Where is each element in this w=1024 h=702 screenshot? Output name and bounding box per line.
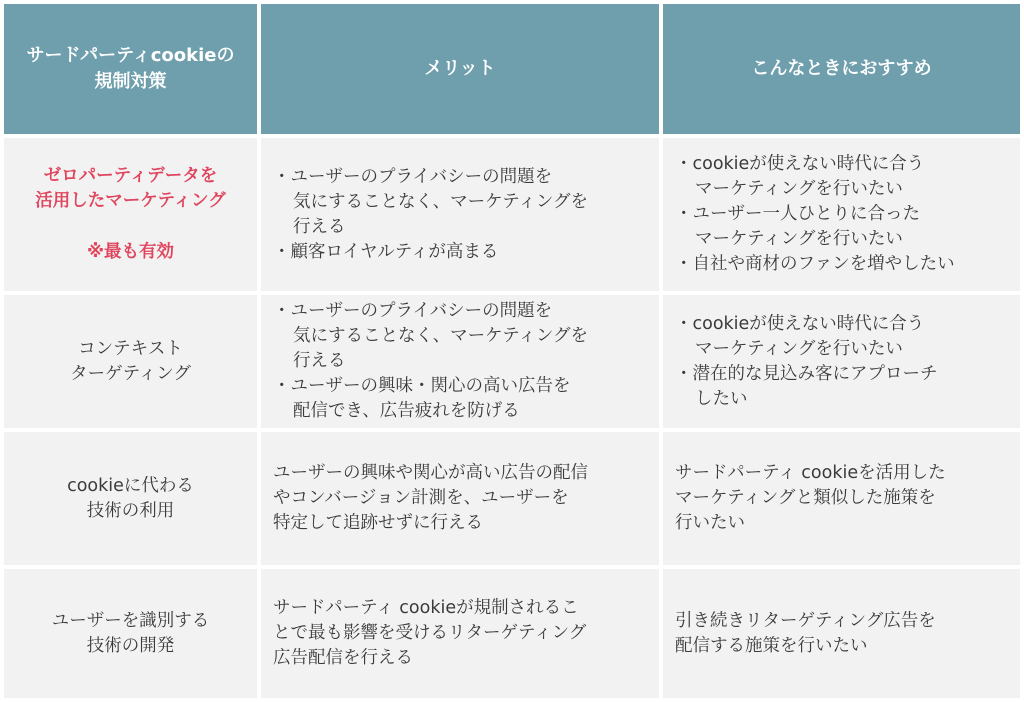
recommend-line: ・cookieが使えない時代に合う	[675, 154, 925, 174]
merit-line: やコンバージョン計測を、ユーザーを	[273, 488, 569, 508]
recommend-line: マーケティングを行いたい	[695, 229, 903, 249]
row-title-alternative-tech-text	[67, 474, 194, 524]
recommend-paragraph	[675, 609, 936, 659]
recommend-cell-zero-party	[663, 138, 1020, 291]
row-title-line: cookieに代わる	[67, 475, 194, 496]
merit-cell-zero-party	[261, 138, 659, 291]
merit-cell-alternative-tech	[261, 432, 659, 565]
merit-item	[273, 299, 588, 374]
header-measure-text	[27, 43, 235, 95]
merit-line: 配信でき、広告疲れを防げる	[293, 401, 520, 421]
recommend-line: マーケティングを行いたい	[695, 179, 903, 199]
merit-line: 行える	[293, 351, 346, 371]
recommend-list	[675, 312, 938, 412]
row-title-contextual-text	[70, 337, 191, 387]
recommend-line: 配信する施策を行いたい	[675, 635, 868, 656]
comparison-table	[4, 4, 1020, 698]
recommend-line: ・ユーザー一人ひとりに合った	[675, 204, 920, 224]
merit-line: ・ユーザーの興味・関心の高い広告を	[273, 376, 571, 396]
merit-item	[273, 374, 588, 424]
recommend-item	[675, 362, 938, 412]
recommend-line: 引き続きリターゲティング広告を	[675, 610, 936, 631]
recommend-item	[675, 202, 955, 252]
header-measure	[4, 4, 257, 134]
merit-line: ・顧客ロイヤルティが高まる	[273, 241, 499, 262]
merit-line: 広告配信を行える	[273, 648, 413, 668]
header-recommend-label: こんなときにおすすめ	[751, 58, 932, 79]
recommend-line: ・自社や商材のファンを増やしたい	[675, 254, 955, 274]
merit-line: 気にすることなく、マーケティングを	[293, 191, 589, 212]
merit-line: ・ユーザーのプライバシーの問題を	[273, 301, 553, 321]
recommend-line: したい	[695, 388, 748, 409]
row-title-zero-party	[4, 138, 257, 291]
row-title-user-identification-text	[52, 609, 210, 659]
row-title-line: 技術の開発	[86, 635, 175, 656]
recommend-item	[675, 152, 955, 202]
recommend-line: ・潜在的な見込み客にアプローチ	[675, 363, 938, 384]
merit-line: ユーザーの興味や関心が高い広告の配信	[273, 463, 588, 483]
recommend-item	[675, 252, 955, 277]
recommend-item	[675, 312, 938, 362]
recommend-cell-contextual	[663, 295, 1020, 428]
recommend-line: 行いたい	[675, 513, 745, 533]
merit-list	[273, 299, 588, 424]
merit-line: とで最も影響を受けるリターゲティング	[273, 623, 587, 643]
merit-line: 特定して追跡せずに行える	[273, 513, 483, 533]
row-title-line: ユーザーを識別する	[51, 610, 210, 631]
merit-item	[273, 240, 588, 265]
recommend-line: マーケティングを行いたい	[695, 338, 903, 359]
merit-cell-user-identification	[261, 569, 659, 698]
merit-line: 行える	[293, 216, 346, 237]
merit-line: サードパーティ cookieが規制されるこ	[273, 598, 579, 618]
merit-paragraph	[273, 461, 588, 536]
most-effective-note: ※最も有効	[86, 242, 174, 262]
row-title-user-identification	[4, 569, 257, 698]
header-merit	[261, 4, 659, 134]
header-measure-line2: 規制対策	[94, 71, 167, 92]
merit-paragraph	[273, 596, 586, 671]
merit-item	[273, 165, 588, 240]
recommend-cell-user-identification	[663, 569, 1020, 698]
header-recommend	[663, 4, 1020, 134]
merit-line: 気にすることなく、マーケティングを	[293, 326, 589, 346]
recommend-line: ・cookieが使えない時代に合う	[675, 313, 925, 334]
row-title-alternative-tech	[4, 432, 257, 565]
row-title-zero-party-text	[35, 164, 225, 265]
row-title-line: ターゲティング	[70, 363, 191, 384]
header-measure-line1: サードパーティcookieの	[26, 45, 235, 66]
row-title-line: ゼロパーティデータを	[43, 166, 218, 186]
recommend-cell-alternative-tech	[663, 432, 1020, 565]
recommend-paragraph	[675, 461, 946, 536]
merit-line: ・ユーザーのプライバシーの問題を	[273, 166, 553, 187]
row-title-contextual	[4, 295, 257, 428]
row-title-line: 技術の利用	[86, 500, 175, 521]
recommend-line: サードパーティ cookieを活用した	[675, 463, 946, 483]
row-title-line: 活用したマーケティング	[35, 191, 226, 211]
merit-list	[273, 165, 588, 265]
merit-cell-contextual	[261, 295, 659, 428]
row-title-line: コンテキスト	[78, 338, 183, 359]
recommend-line: マーケティングと類似した施策を	[675, 488, 936, 508]
recommend-list	[675, 152, 955, 277]
header-merit-label: メリット	[424, 58, 496, 79]
